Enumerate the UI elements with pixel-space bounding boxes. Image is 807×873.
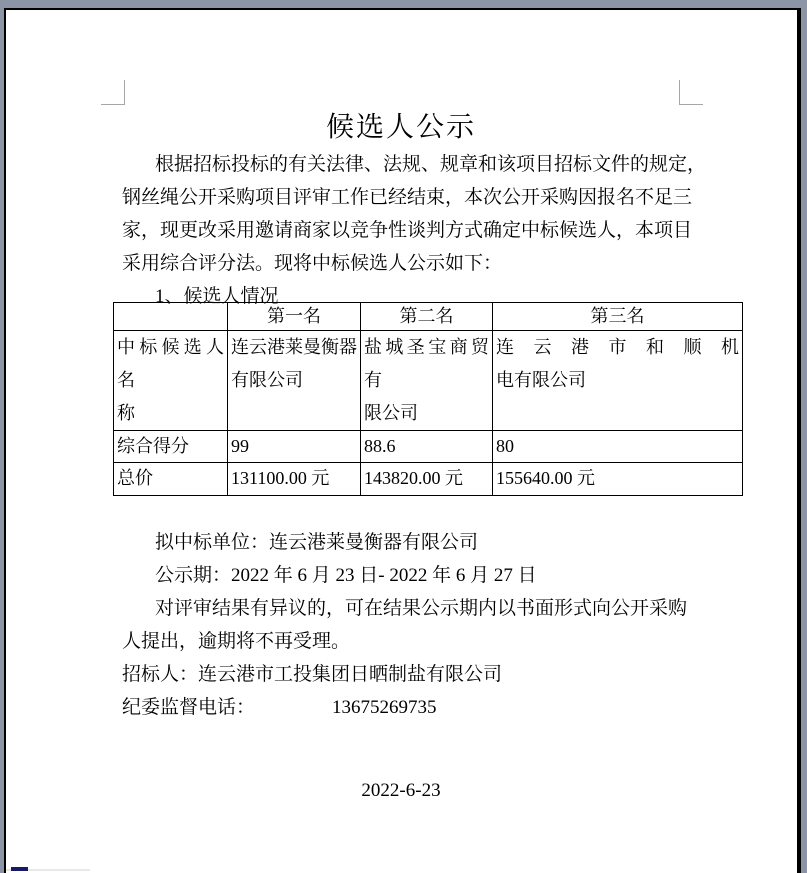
objection-line-1: 对评审结果有异议的，可在结果公示期内以书面形式向公开采购	[155, 598, 688, 619]
paragraph-line: 采用综合评分法。现将中标候选人公示如下：	[122, 253, 503, 274]
publicity-period-line: 公示期：2022 年 6 月 23 日- 2022 年 6 月 27 日	[155, 565, 537, 586]
candidates-table	[113, 302, 743, 496]
winner-line: 拟中标单位：连云港莱曼衡器有限公司	[155, 532, 479, 553]
candidate-3-price: 155640.00 元	[493, 463, 743, 496]
text-boundary-mark-top-left	[101, 80, 125, 105]
candidate-1-price: 131100.00 元	[228, 463, 361, 496]
row-label-candidate-name: 中标候选人名 称	[114, 331, 228, 431]
candidate-2-name: 盐城圣宝商贸有 限公司	[361, 331, 493, 431]
bottom-edge-accent-bar	[11, 867, 28, 871]
candidate-2-price: 143820.00 元	[361, 463, 493, 496]
table-header-rank-3: 第三名	[493, 303, 743, 331]
table-row-score	[114, 431, 743, 463]
phone-label: 纪委监督电话：	[122, 697, 256, 718]
objection-line-2: 人提出，逾期将不再受理。	[122, 631, 351, 652]
document-content	[117, 108, 739, 807]
text-boundary-mark-top-right	[679, 80, 703, 105]
document-date: 2022-6-23	[361, 780, 441, 801]
phone-number: 13675269735	[332, 697, 437, 718]
row-label-score: 综合得分	[114, 431, 228, 463]
table-row-candidate-name	[114, 331, 743, 431]
candidate-1-name: 连云港莱曼衡器 有限公司	[228, 331, 361, 431]
candidate-2-score: 88.6	[361, 431, 493, 463]
closing-block	[122, 526, 688, 724]
supervision-phone-line	[122, 691, 680, 724]
table-row-total-price	[114, 463, 743, 496]
table-header-rank-2: 第二名	[361, 303, 493, 331]
row-label-total-price: 总价	[114, 463, 228, 496]
paragraph-line: 根据招标投标的有关法律、法规、规章和该项目招标文件的规定，	[155, 154, 707, 175]
candidate-1-score: 99	[228, 431, 361, 463]
paragraph-line: 钢丝绳公开采购项目评审工作已经结束，本次公开采购因报名不足三	[122, 187, 693, 208]
section-heading-candidates: 1、候选人情况	[155, 286, 279, 307]
table-header-rank-1: 第一名	[228, 303, 361, 331]
page-title: 候选人公示	[325, 112, 476, 143]
paragraph-line: 家，现更改采用邀请商家以竞争性谈判方式确定中标候选人，本项目	[122, 220, 693, 241]
candidate-3-name: 连云港市和顺机 电有限公司	[493, 331, 743, 431]
candidate-3-score: 80	[493, 431, 743, 463]
tenderee-line: 招标人：连云港市工投集团日晒制盐有限公司	[122, 664, 503, 685]
